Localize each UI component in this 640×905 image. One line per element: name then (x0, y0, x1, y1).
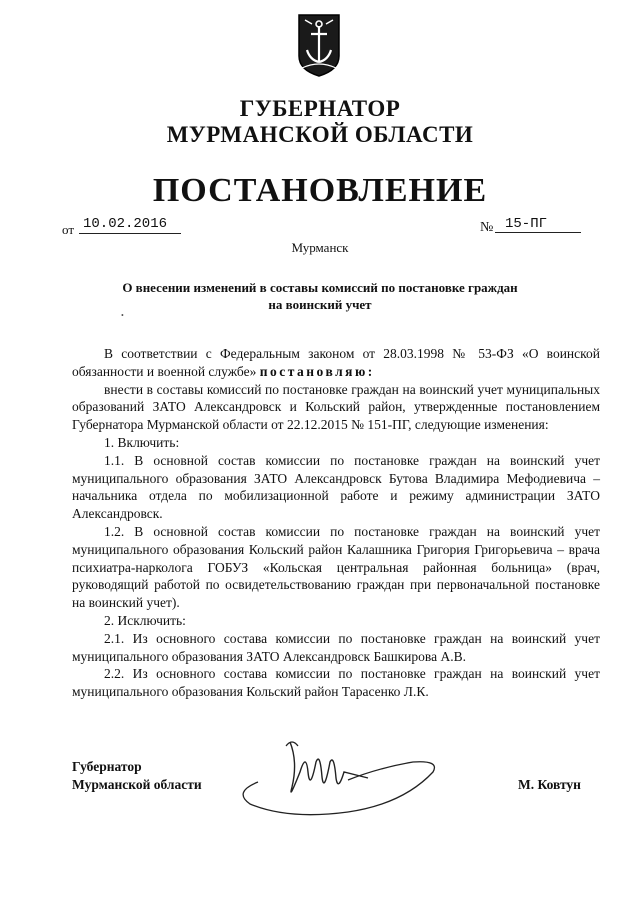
document-subject (90, 279, 550, 313)
date-prefix: от (62, 222, 75, 237)
item-2-2: 2.2. Из основного состава комиссии по постановке граждан на воинский учет муниципального образования Кольский район Тарасенко Л.К. (72, 666, 600, 700)
coat-of-arms-icon (296, 12, 342, 78)
document-date: 10.02.2016 (79, 216, 181, 234)
stray-mark: • (121, 311, 124, 320)
signer-title-line1: Губернатор (72, 759, 142, 774)
subject-line2: на воинский учет (268, 297, 372, 312)
intro-paragraph: внести в составы комиссий по постановке граждан на воинский учет муниципальных образований ЗАТО Александровск и Кольский район, утвержденные постановлением Губернатора Мурманской области от 22.12.2015 № 151-ПГ, следующие изменения: (72, 381, 600, 433)
decree-word: постановляю: (259, 363, 375, 379)
item-2-1: 2.1. Из основного состава комиссии по постановке граждан на воинский учет муниципального образования ЗАТО Александровск Башкирова А.В. (72, 630, 600, 664)
document-number: 15-ПГ (495, 216, 581, 233)
document-type: ПОСТАНОВЛЕНИЕ (152, 172, 488, 209)
org-title-line2: МУРМАНСКОЙ ОБЛАСТИ (166, 122, 474, 147)
org-title-line1: ГУБЕРНАТОР (239, 96, 401, 121)
item-1-1: 1.1. В основной состав комиссии по постановке граждан на воинский учет муниципального образования ЗАТО Александровск Бутова Владимира Мефодиевича – начальника отдела по мобилизационной работе и режиму администрации ЗАТО Александровск. (72, 452, 600, 522)
subject-line1: О внесении изменений в составы комиссий по постановке граждан (122, 280, 518, 295)
number-prefix: № (480, 220, 494, 235)
preamble (72, 345, 600, 381)
preamble-text: В соответствии с Федеральным законом от 28.03.1998 № 53-ФЗ «О воинской обязанности и военной службе» (72, 346, 600, 379)
item-1: 1. Включить: (104, 434, 180, 450)
signer-title-line2: Мурманской области (72, 777, 202, 792)
item-2: 2. Исключить: (104, 612, 186, 628)
item-1-2: 1.2. В основной состав комиссии по постановке граждан на воинский учет муниципального образования Кольский район Калашника Григория Григорьевича – врача психиатра-нарколога ГОБУЗ «Кольская центральная районная больница» (врач, руководящий работой по освидетельствованию граждан при первоначальной постановке на воинский учет). (72, 523, 600, 611)
document-body (72, 345, 600, 701)
signer-name: М. Ковтун (518, 777, 581, 792)
handwritten-signature (228, 732, 448, 827)
city: Мурманск (291, 240, 349, 255)
